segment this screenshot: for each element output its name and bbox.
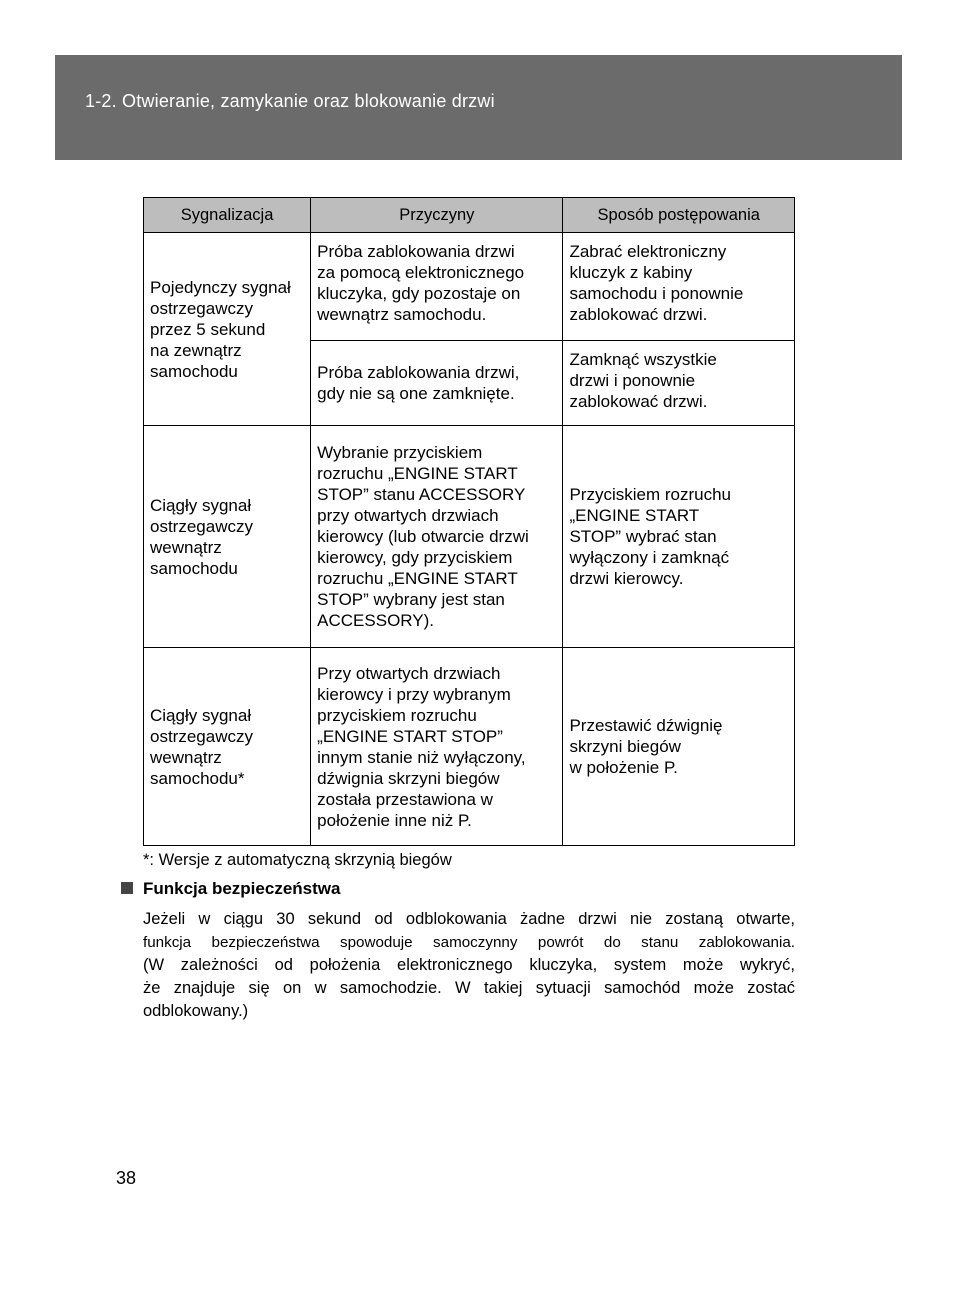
body-line: Jeżeli w ciągu 30 sekund od odblokowania żadne drzwi nie zostaną otwarte,: [143, 910, 795, 928]
action-cell: Przestawić dźwignię skrzyni biegów w położenie P.: [563, 648, 795, 846]
column-header-action: Sposób postępowania: [563, 198, 795, 233]
square-bullet-icon: [121, 882, 133, 894]
footnote: *: Wersje z automatyczną skrzynią biegów: [143, 851, 452, 869]
table-row: [144, 233, 795, 341]
section-header-title: 1-2. Otwieranie, zamykanie oraz blokowanie drzwi: [85, 91, 495, 111]
body-line: odblokowany.): [143, 1002, 249, 1020]
body-line: że znajduje się on w samochodzie. W takiej sytuacji samochód może zostać: [143, 979, 795, 997]
signal-cell: Pojedynczy sygnał ostrzegawczy przez 5 sekund na zewnątrz samochodu: [144, 233, 311, 426]
table-row: [144, 648, 795, 846]
body-line: funkcja bezpieczeństwa spowoduje samoczynny powrót do stanu zablokowania.: [143, 934, 795, 951]
action-cell: Przyciskiem rozruchu „ENGINE START STOP” wybrać stan wyłączony i zamknąć drzwi kierowcy.: [563, 426, 795, 648]
column-header-signal: Sygnalizacja: [144, 198, 311, 233]
column-header-causes: Przyczyny: [311, 198, 563, 233]
section-title: Funkcja bezpieczeństwa: [143, 879, 341, 898]
body-line: (W zależności od położenia elektronicznego kluczyka, system może wykryć,: [143, 956, 795, 974]
action-cell: Zabrać elektroniczny kluczyk z kabiny samochodu i ponownie zablokować drzwi.: [563, 233, 795, 341]
action-cell: Zamknąć wszystkie drzwi i ponownie zablokować drzwi.: [563, 341, 795, 426]
cause-cell: Wybranie przyciskiem rozruchu „ENGINE START STOP” stanu ACCESSORY przy otwartych drzwiach kierowcy (lub otwarcie drzwi kierowcy, gdy przyciskiem rozruchu „ENGINE START STOP” wybrany jest stan ACCESSORY).: [311, 426, 563, 648]
warning-signals-table: [143, 197, 795, 846]
section-body: [143, 908, 795, 1023]
page-number: 38: [116, 1168, 137, 1188]
header-bar: [55, 55, 902, 160]
table-header-row: [144, 198, 795, 233]
cause-cell: Próba zablokowania drzwi za pomocą elektronicznego kluczyka, gdy pozostaje on wewnątrz samochodu.: [311, 233, 563, 341]
cause-cell: Przy otwartych drzwiach kierowcy i przy wybranym przyciskiem rozruchu „ENGINE START STOP” innym stanie niż wyłączony, dźwignia skrzyni biegów została przestawiona w położenie inne niż P.: [311, 648, 563, 846]
table-row: [144, 426, 795, 648]
signal-cell: Ciągły sygnał ostrzegawczy wewnątrz samochodu: [144, 426, 311, 648]
signal-cell: Ciągły sygnał ostrzegawczy wewnątrz samochodu*: [144, 648, 311, 846]
cause-cell: Próba zablokowania drzwi, gdy nie są one zamknięte.: [311, 341, 563, 426]
